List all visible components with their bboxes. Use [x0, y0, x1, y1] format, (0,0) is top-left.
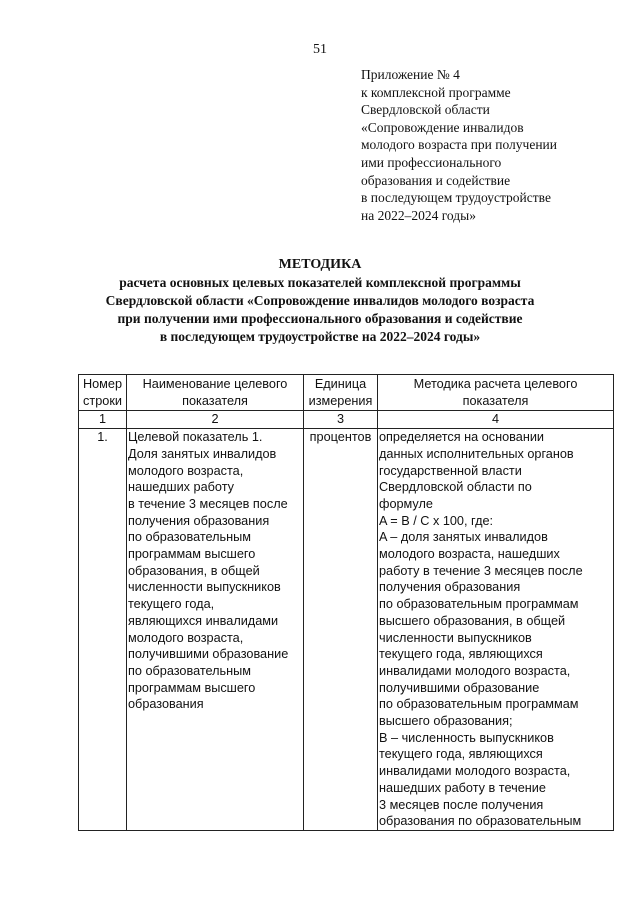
appendix-line: ими профессионального — [361, 154, 502, 170]
method-line: инвалидами молодого возраста, — [379, 663, 571, 678]
header-line: показателя — [462, 393, 529, 408]
method-line: получившими образование — [379, 680, 540, 695]
header-line: Методика расчета целевого — [413, 377, 578, 391]
method-line: текущего года, являющихся — [379, 747, 543, 762]
method-line: по образовательным программам — [379, 597, 579, 612]
indicator-line: численности выпускников — [128, 580, 281, 595]
header-line: показателя — [182, 393, 248, 408]
appendix-line: на 2022–2024 годы» — [361, 207, 476, 223]
method-line: нашедших работу в течение — [379, 780, 546, 795]
method-line: образования по образовательным — [379, 814, 582, 829]
column-number: 3 — [304, 411, 378, 429]
indicator-line: по образовательным — [128, 663, 252, 678]
column-number: 4 — [378, 411, 614, 429]
header-method — [378, 375, 614, 411]
method-line: государственной власти — [379, 463, 522, 478]
method-line: по образовательным программам — [379, 697, 579, 712]
header-unit — [304, 375, 378, 411]
header-line: строки — [83, 393, 122, 408]
appendix-note — [361, 66, 631, 224]
header-line: Наименование целевого — [142, 377, 288, 391]
method-line: определяется на основании — [379, 430, 544, 445]
method-line: получения образования — [379, 580, 521, 595]
indicator-line: образования, в общей — [128, 563, 260, 578]
method-line: текущего года, являющихся — [379, 647, 543, 662]
column-number: 1 — [79, 411, 127, 429]
indicator-line: нашедших работу — [128, 480, 235, 495]
indicator-line: программам высшего — [128, 547, 256, 562]
appendix-line: к комплексной программе — [361, 84, 511, 100]
appendix-line: образования и содействие — [361, 172, 511, 188]
document-subtitle-line: расчета основных целевых показателей комплексной программы — [119, 275, 521, 290]
header-row-number — [79, 375, 127, 411]
formula: A = B / C x 100, где: — [379, 513, 494, 528]
indicator-line: текущего года, — [128, 597, 215, 612]
indicator-line: молодого возраста, — [128, 463, 244, 478]
indicator-line: являющихся инвалидами — [128, 613, 279, 628]
method-line: численности выпускников — [379, 630, 532, 645]
table-header-row — [79, 375, 614, 411]
method-line: данных исполнительных органов — [379, 446, 574, 461]
document-subtitle-line: при получении ими профессионального образования и содействие — [117, 311, 523, 326]
appendix-line: Свердловской области — [361, 102, 490, 118]
header-line: Номер — [82, 377, 123, 391]
method-line: 3 месяцев после получения — [379, 797, 544, 812]
header-line: измерения — [308, 393, 373, 408]
indicator-line: получения образования — [128, 513, 270, 528]
appendix-line: «Сопровождение инвалидов — [361, 119, 524, 135]
method-line: высшего образования, в общей — [379, 613, 566, 628]
method-line: A – доля занятых инвалидов — [379, 530, 548, 545]
document-heading — [0, 256, 640, 346]
document-subtitle-line: в последующем трудоустройстве на 2022–2024 годы» — [159, 329, 481, 344]
method-line: молодого возраста, нашедших — [379, 547, 560, 562]
unit-cell: процентов — [304, 429, 378, 831]
indicator-line: Целевой показатель 1. — [128, 430, 263, 445]
method-cell — [378, 429, 614, 831]
method-line: формуле — [379, 496, 433, 511]
method-line: Свердловской области по — [379, 480, 532, 495]
indicator-line: по образовательным — [128, 530, 252, 545]
appendix-line: Приложение № 4 — [361, 67, 460, 82]
appendix-line: молодого возраста при получении — [361, 137, 558, 153]
table-row — [79, 429, 614, 831]
indicator-line: получившими образование — [128, 647, 289, 662]
header-indicator-name — [127, 375, 304, 411]
method-line: B – численность выпускников — [379, 730, 554, 745]
method-line: инвалидами молодого возраста, — [379, 764, 571, 779]
page-number: 51 — [313, 42, 327, 57]
column-number-row — [79, 411, 614, 429]
indicator-cell — [127, 429, 304, 831]
methodology-table — [78, 374, 614, 831]
indicator-line: образования — [128, 697, 204, 712]
indicator-line: молодого возраста, — [128, 630, 244, 645]
indicator-line: Доля занятых инвалидов — [128, 446, 277, 461]
indicator-line: программам высшего — [128, 680, 256, 695]
appendix-line: в последующем трудоустройстве — [361, 190, 551, 206]
indicator-line: в течение 3 месяцев после — [128, 496, 288, 511]
method-line: работу в течение 3 месяцев после — [379, 563, 583, 578]
header-line: Единица — [314, 377, 367, 391]
method-line: высшего образования; — [379, 714, 513, 729]
column-number: 2 — [127, 411, 304, 429]
row-number: 1. — [79, 429, 127, 831]
document-subtitle-line: Свердловской области «Сопровождение инвалидов молодого возраста — [105, 293, 535, 308]
document-title: МЕТОДИКА — [278, 257, 362, 272]
